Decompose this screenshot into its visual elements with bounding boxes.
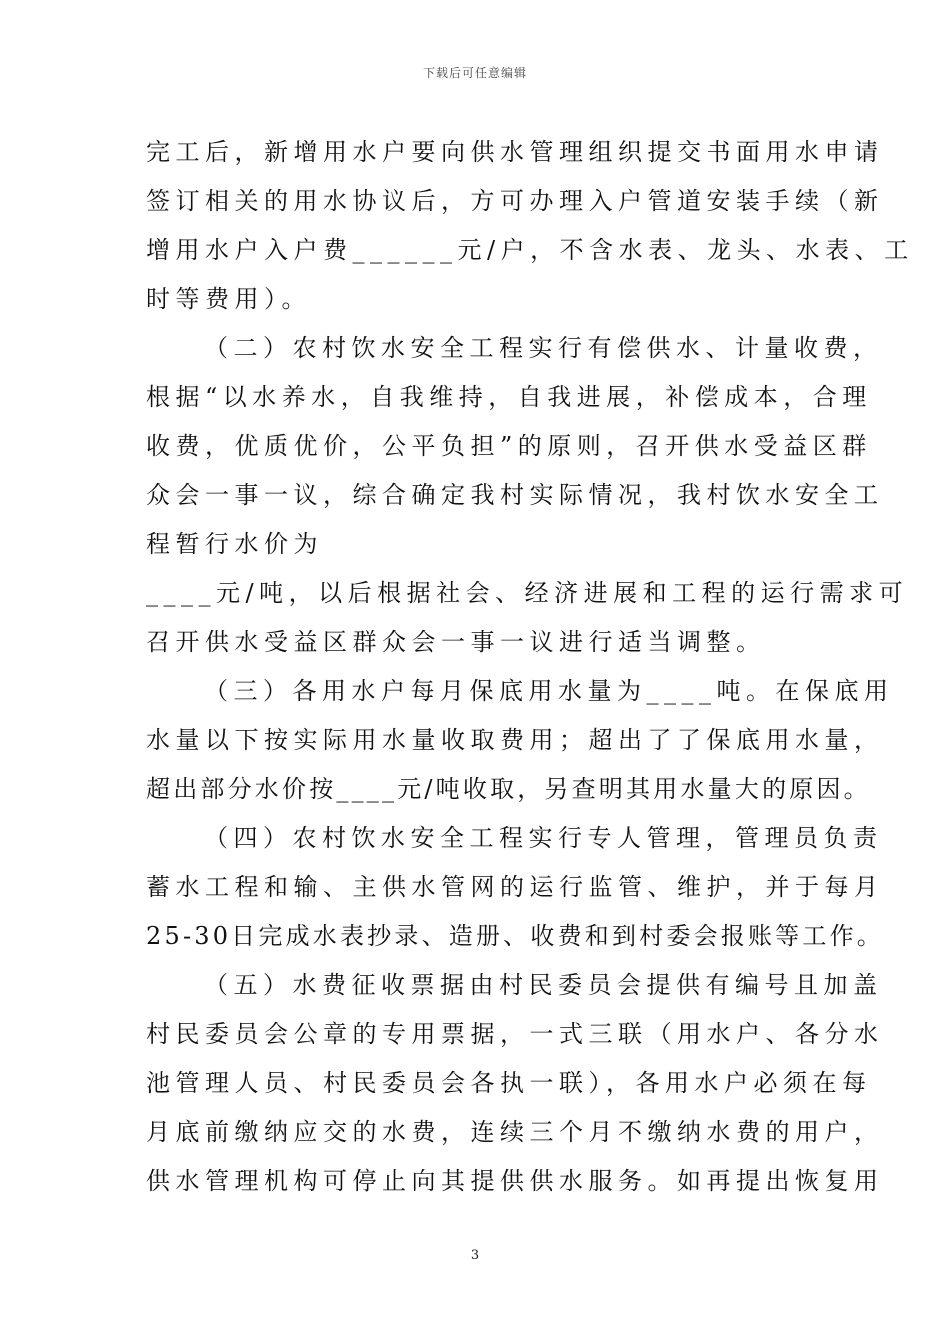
text-line: 村民委员会公章的专用票据，一式三联（用水户、各分水 (146, 1020, 884, 1048)
text-line: 供水管理机构可停止向其提供供水服务。如再提出恢复用 (146, 1167, 884, 1195)
page-number: 3 (470, 1248, 480, 1263)
text-line: ____元/吨，以后根据社会、经济进展和工程的运行需求可 (146, 579, 909, 607)
text-line: 签订相关的用水协议后，方可办理入户管道安装手续（新 (146, 187, 884, 215)
text-line: 超出部分水价按____元/吨收取，另查明其用水量大的原因。 (146, 775, 871, 803)
text-line: 收费，优质优价，公平负担”的原则，召开供水受益区群 (146, 432, 872, 460)
paragraph-start-line: （二）农村饮水安全工程实行有偿供水、计量收费， (204, 334, 883, 362)
text-line: 众会一事一议，综合确定我村实际情况，我村饮水安全工 (146, 481, 884, 509)
paragraph-start-line: （四）农村饮水安全工程实行专人管理，管理员负责 (204, 824, 883, 852)
text-line: 完工后，新增用水户要向供水管理组织提交书面用水申请 (146, 138, 884, 166)
text-line: 蓄水工程和输、主供水管网的运行监管、维护，并于每月 (146, 873, 884, 901)
document-body (146, 128, 914, 1206)
text-line: 程暂行水价为 (146, 530, 323, 558)
paragraph-start-line: （三）各用水户每月保底用水量为____吨。在保底用 (204, 677, 894, 705)
page-header: 下载后可任意编辑 (422, 66, 527, 80)
paragraph-start-line: （五）水费征收票据由村民委员会提供有编号且加盖 (204, 971, 883, 999)
text-line: 召开供水受益区群众会一事一议进行适当调整。 (146, 628, 766, 656)
text-line: 增用水户入户费______元/户，不含水表、龙头、水表、工 (146, 236, 914, 264)
text-line: 水量以下按实际用水量收取费用；超出了了保底用水量， (146, 726, 884, 754)
text-line: 月底前缴纳应交的水费，连续三个月不缴纳水费的用户， (146, 1118, 884, 1146)
text-line: 25-30日完成水表抄录、造册、收费和到村委会报账等工作。 (146, 922, 884, 950)
text-line: 时等费用）。 (146, 285, 311, 313)
text-line: 池管理人员、村民委员会各执一联），各用水户必须在每 (146, 1069, 872, 1097)
text-line: 根据“以水养水，自我维持，自我进展，补偿成本，合理 (146, 383, 872, 411)
